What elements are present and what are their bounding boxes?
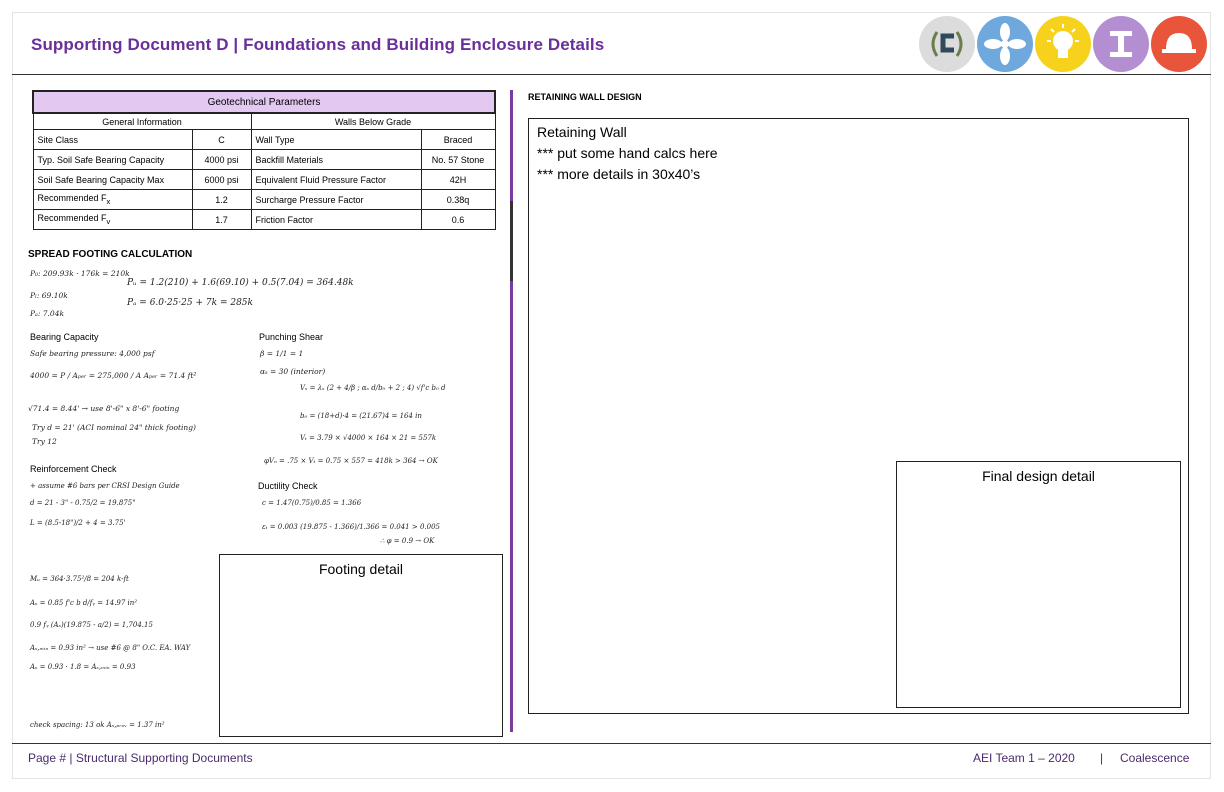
handwritten-bearing-line: Safe bearing pressure: 4,000 psf xyxy=(30,349,155,358)
lightbulb-icon xyxy=(1035,16,1091,72)
handwritten-reinforcement-line: Mᵤ = 364·3.75²/8 = 204 k-ft xyxy=(30,575,129,583)
handwritten-bearing-line: Try d = 21' (ACI nominal 24" thick footing) xyxy=(32,423,196,432)
general-information-header: General Information xyxy=(33,113,251,130)
punching-shear-label: Punching Shear xyxy=(259,332,324,342)
final-design-detail-label: Final design detail xyxy=(982,468,1095,484)
param-value: C xyxy=(192,130,251,150)
handwritten-load: Pₐ: 7.04k xyxy=(30,309,65,318)
handwritten-bearing-line: 4000 = P / Aₚₑᵣ = 275,000 / A Aₚₑᵣ = 71.4 ft² xyxy=(30,371,197,380)
table-row xyxy=(33,210,495,230)
handwritten-punching-line: Vₜ = 3.79 × √4000 × 164 × 21 = 557k xyxy=(300,434,437,442)
handwritten-ductility-line: c = 1.47(0.75)/0.85 = 1.366 xyxy=(262,499,362,507)
fan-icon xyxy=(977,16,1033,72)
param-label: Backfill Materials xyxy=(251,150,421,170)
laurel-c-logo-icon xyxy=(919,16,975,72)
handwritten-ductility-line: εₜ = 0.003 (19.875 - 1.366)/1.366 = 0.041 > 0.005 xyxy=(262,523,440,531)
retaining-wall-notes: Retaining Wall *** put some hand calcs here *** more details in 30x40’s xyxy=(537,124,718,182)
table-row xyxy=(33,130,495,150)
handwritten-reinforcement-line: Aₛ,ₘᵢₙ = 0.93 in² → use #6 @ 8" O.C. EA. WAY xyxy=(30,644,191,652)
handwritten-reinforcement-line: + assume #6 bars per CRSI Design Guide xyxy=(30,482,180,490)
handwritten-ductility-line: ∴ φ = 0.9 → OK xyxy=(380,537,435,545)
handwritten-punching-line: φVₙ = .75 × Vₜ = 0.75 × 557 = 418k > 364 → OK xyxy=(264,457,438,465)
footing-detail-box xyxy=(219,554,503,737)
header-divider xyxy=(12,74,1211,75)
spread-footing-heading: SPREAD FOOTING CALCULATION xyxy=(28,249,193,260)
footer-page-info: Page # | Structural Supporting Documents xyxy=(28,751,253,765)
param-label-text: Recommended F xyxy=(37,213,107,224)
final-design-detail-box xyxy=(896,461,1181,708)
param-label-subscript: x xyxy=(106,196,111,206)
handwritten-reinforcement-line: Aₛ = 0.85 f'c b d/fᵧ = 14.97 in² xyxy=(30,599,138,607)
hard-hat-icon xyxy=(1151,16,1207,72)
handwritten-bearing-line: Try 12 xyxy=(32,437,57,446)
table-row xyxy=(33,150,495,170)
handwritten-load: P₀: 209.93k · 176k = 210k xyxy=(30,269,130,278)
footer-brand: Coalescence xyxy=(1120,751,1190,765)
column-divider xyxy=(510,201,513,281)
param-label: Typ. Soil Safe Bearing Capacity xyxy=(33,150,192,170)
footer-divider xyxy=(12,743,1211,744)
param-label xyxy=(33,210,192,230)
param-value: 42H xyxy=(421,170,495,190)
handwritten-punching-line: Vₛ = λₛ (2 + 4/β ; αₛ d/b₀ + 2 ; 4) √f'c b₀ d xyxy=(300,384,446,392)
handwritten-reinforcement-line: check spacing: 13 ok Aₛ,ₚᵣₒᵥ = 1.37 in² xyxy=(30,721,165,729)
table-row xyxy=(33,170,495,190)
param-label-text: Recommended F xyxy=(37,193,107,204)
param-value: No. 57 Stone xyxy=(421,150,495,170)
param-value: 6000 psi xyxy=(192,170,251,190)
footer-team: AEI Team 1 – 2020 xyxy=(973,751,1075,765)
param-label: Surcharge Pressure Factor xyxy=(251,190,421,210)
param-value: 4000 psi xyxy=(192,150,251,170)
handwritten-factored-load: Pᵤ = 1.2(210) + 1.6(69.10) + 0.5(7.04) = 364.48k xyxy=(127,278,354,288)
bearing-capacity-label: Bearing Capacity xyxy=(30,332,99,342)
handwritten-bearing-line: √71.4 = 8.44' → use 8'-6" x 8'-6" footing xyxy=(28,404,180,413)
param-label: Equivalent Fluid Pressure Factor xyxy=(251,170,421,190)
handwritten-reinforcement-line: Aₛ = 0.93 · 1.8 = Aₛ,ₘᵢₙ = 0.93 xyxy=(30,663,136,671)
param-value: Braced xyxy=(421,130,495,150)
handwritten-reinforcement-line: d = 21 - 3" - 0.75/2 = 19.875" xyxy=(30,499,136,507)
param-label xyxy=(33,190,192,210)
param-value: 0.6 xyxy=(421,210,495,230)
footing-detail-label: Footing detail xyxy=(318,561,404,577)
param-label: Friction Factor xyxy=(251,210,421,230)
handwritten-punching-line: αₛ = 30 (interior) xyxy=(260,367,326,376)
footer-separator: | xyxy=(1100,751,1104,765)
param-value: 0.38q xyxy=(421,190,495,210)
page-title: Supporting Document D | Foundations and Building Enclosure Details xyxy=(31,35,605,54)
geotechnical-parameters-table xyxy=(32,90,496,230)
param-value: 1.7 xyxy=(192,210,251,230)
retaining-wall-heading: RETAINING WALL DESIGN xyxy=(528,92,642,102)
column-divider xyxy=(510,281,513,732)
param-value: 1.2 xyxy=(192,190,251,210)
steel-beam-icon xyxy=(1093,16,1149,72)
handwritten-punching-line: b₀ = (18+d)·4 = (21.67)4 = 164 in xyxy=(300,412,422,420)
param-label: Site Class xyxy=(33,130,192,150)
handwritten-reinforcement-line: L = (8.5-18")/2 + 4 = 3.75' xyxy=(30,519,126,527)
handwritten-reinforcement-line: 0.9 fᵧ (Aₛ)(19.875 - a/2) = 1,704.15 xyxy=(30,621,153,629)
handwritten-load: Pₗ: 69.10k xyxy=(30,291,68,300)
param-label-subscript: v xyxy=(106,216,111,226)
reinforcement-check-label: Reinforcement Check xyxy=(30,464,117,474)
table-row xyxy=(33,190,495,210)
ductility-check-label: Ductility Check xyxy=(258,481,318,491)
handwritten-service-load: Pₐ = 6.0·25·25 + 7k = 285k xyxy=(127,298,253,308)
param-label: Soil Safe Bearing Capacity Max xyxy=(33,170,192,190)
param-label: Wall Type xyxy=(251,130,421,150)
walls-below-grade-header: Walls Below Grade xyxy=(251,113,495,130)
geotech-table-title: Geotechnical Parameters xyxy=(33,91,495,113)
column-divider xyxy=(510,90,513,201)
handwritten-punching-line: β = 1/1 = 1 xyxy=(260,349,304,358)
